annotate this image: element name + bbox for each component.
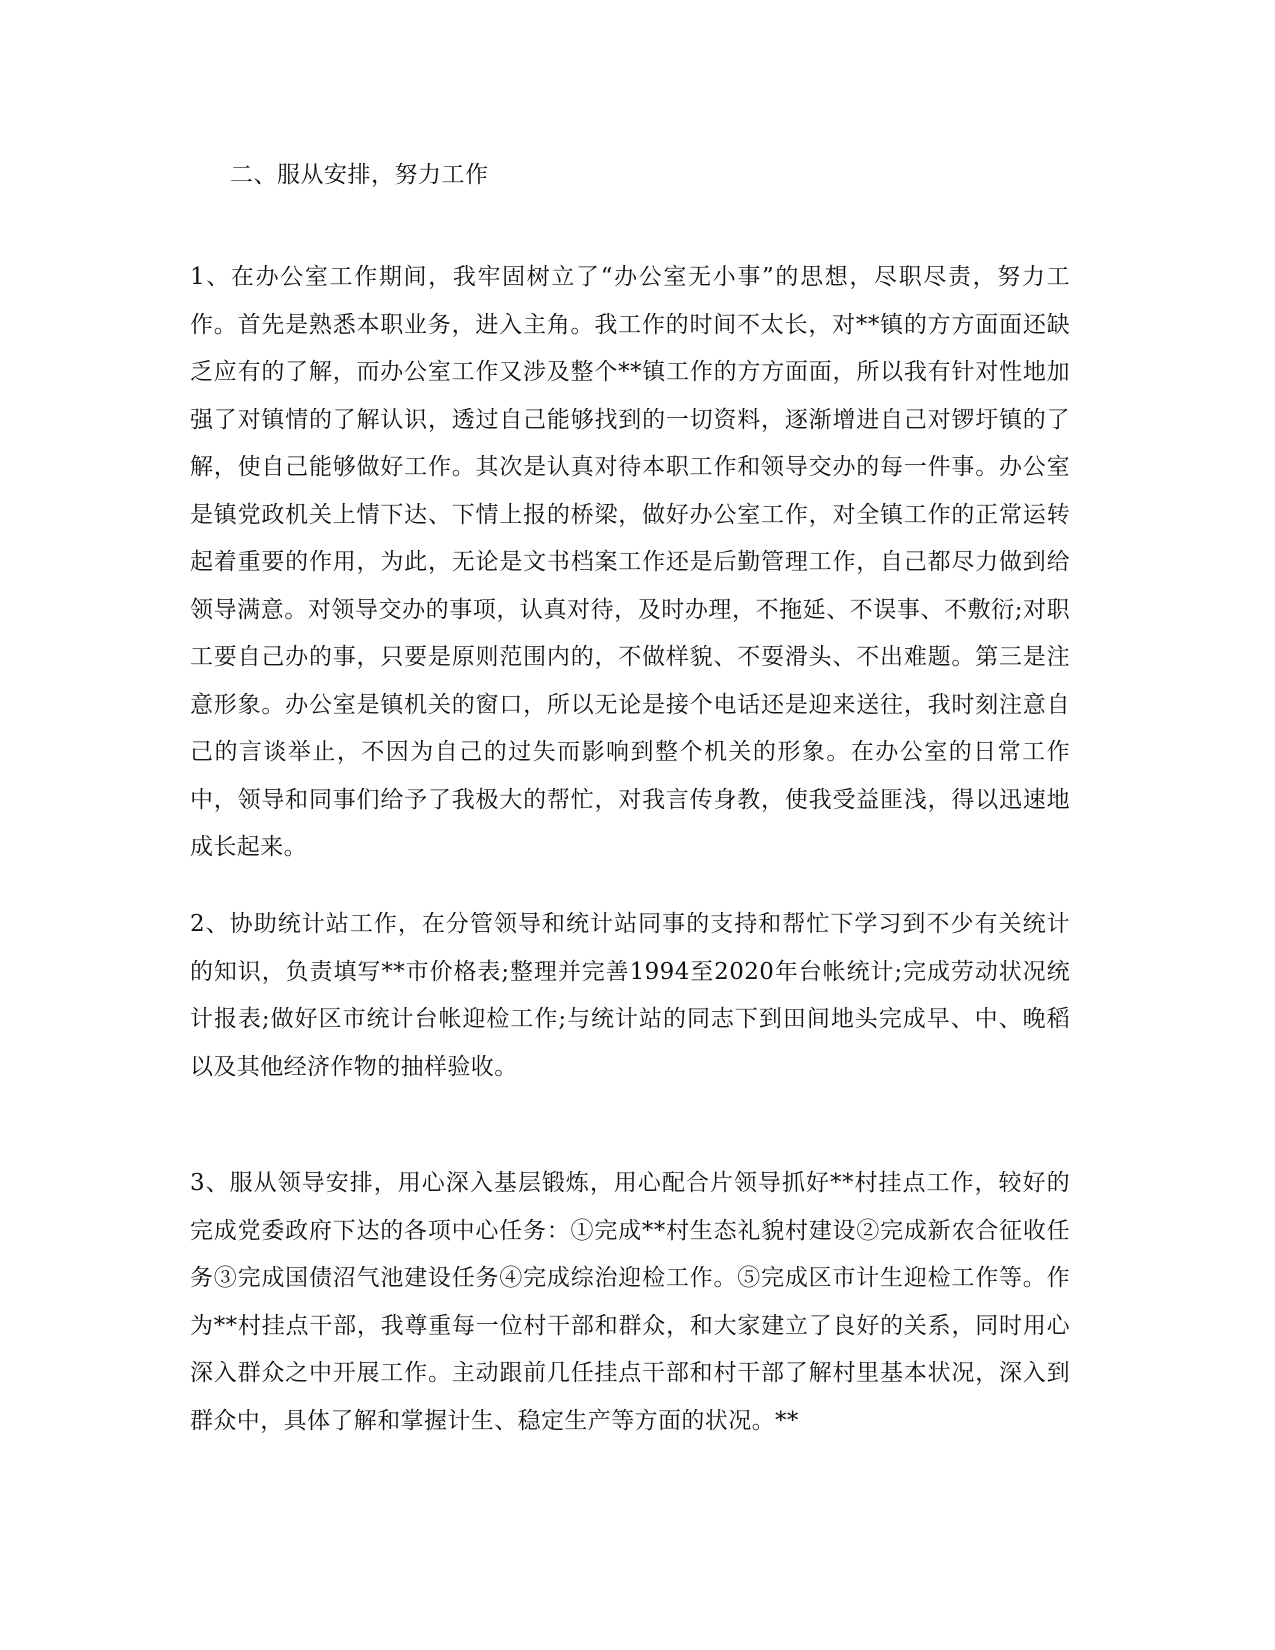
paragraph-1: 1、在办公室工作期间，我牢固树立了“办公室无小事”的思想，尽职尽责，努力工作。首先是熟悉本职业务，进入主角。我工作的时间不太长，对**镇的方方面面还缺乏应有的了解，而办公室工作又涉及整个**镇工作的方方面面，所以我有针对性地加强了对镇情的了解认识，透过自己能够找到的一切资料，逐渐增进自己对锣圩镇的了解，使自己能够做好工作。其次是认真对待本职工作和领导交办的每一件事。办公室是镇党政机关上情下达、下情上报的桥梁，做好办公室工作，对全镇工作的正常运转起着重要的作用，为此，无论是文书档案工作还是后勤管理工作，自己都尽力做到给领导满意。对领导交办的事项，认真对待，及时办理，不拖延、不误事、不敷衍;对职工要自己办的事，只要是原则范围内的，不做样貌、不耍滑头、不出难题。第三是注意形象。办公室是镇机关的窗口，所以无论是接个电话还是迎来送往，我时刻注意自己的言谈举止，不因为自己的过失而影响到整个机关的形象。在办公室的日常工作中，领导和同事们给予了我极大的帮忙，对我言传身教，使我受益匪浅，得以迅速地成长起来。	[190, 264, 1070, 860]
paragraph-2: 2、协助统计站工作，在分管领导和统计站同事的支持和帮忙下学习到不少有关统计的知识，负责填写**市价格表;整理并完善1994至2020年台帐统计;完成劳动状况统计报表;做好区市统计台帐迎检工作;与统计站的同志下到田间地头完成早、中、晚稻以及其他经济作物的抽样验收。	[190, 911, 1070, 1080]
section-heading: 二、服从安排，努力工作	[230, 162, 489, 188]
paragraph-3: 3、服从领导安排，用心深入基层锻炼，用心配合片领导抓好**村挂点工作，较好的完成党委政府下达的各项中心任务：①完成**村生态礼貌村建设②完成新农合征收任务③完成国债沼气池建设任务④完成综治迎检工作。⑤完成区市计生迎检工作等。作为**村挂点干部，我尊重每一位村干部和群众，和大家建立了良好的关系，同时用心深入群众之中开展工作。主动跟前几任挂点干部和村干部了解村里基本状况，深入到群众中，具体了解和掌握计生、稳定生产等方面的状况。**	[190, 1170, 1070, 1434]
